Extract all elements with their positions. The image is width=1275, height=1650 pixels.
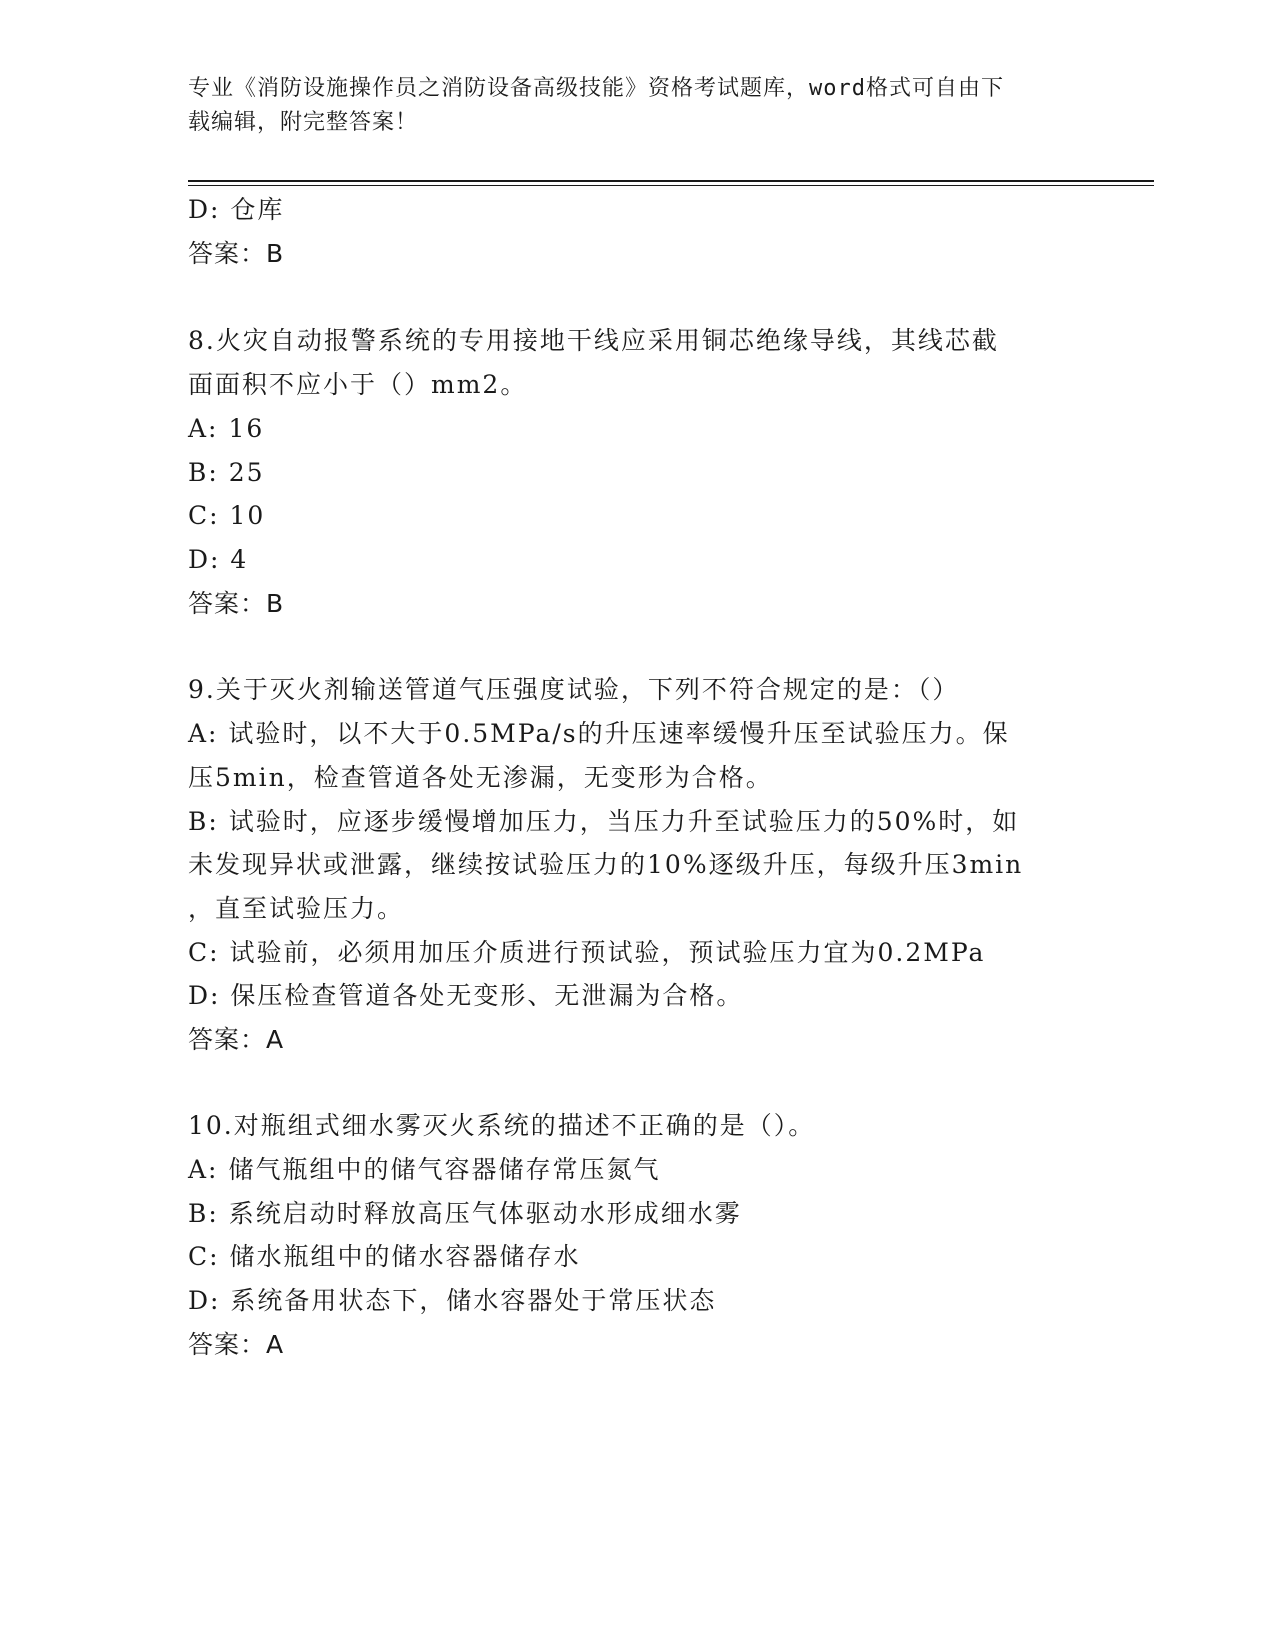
header-line-2: 载编辑，附完整答案！ <box>188 110 419 135</box>
prev-option-d <box>188 190 1088 230</box>
q9-option-d: D: 保压检查管道各处无变形、无泄漏为合格。 <box>188 981 744 1010</box>
option-label: B: <box>188 458 219 487</box>
q9-option-b-line-3: ，直至试验压力。 <box>188 894 405 923</box>
option-label: D: <box>188 195 221 224</box>
option-label: B: <box>188 1199 219 1228</box>
q8-option-d <box>188 540 1088 580</box>
q10-option-c <box>188 1237 1088 1277</box>
option-label: C: <box>188 1242 220 1271</box>
q8-option-a <box>188 409 1088 449</box>
option-label: A: <box>188 1155 219 1184</box>
q8-stem-line-1: 8.火灾自动报警系统的专用接地干线应采用铜芯绝缘导线，其线芯截 <box>188 326 999 355</box>
option-label: A: <box>188 414 219 443</box>
document-header <box>188 72 1088 140</box>
q9-option-c: C: 试验前，必须用加压介质进行预试验，预试验压力宜为0.2MPa <box>188 938 986 967</box>
prev-answer: 答案：B <box>188 239 285 268</box>
option-label: D: <box>188 545 221 574</box>
q10-option-b <box>188 1194 1088 1234</box>
q10-option-d <box>188 1281 1088 1321</box>
q8-option-c <box>188 496 1088 536</box>
option-text: 25 <box>228 458 265 487</box>
option-text: 系统启动时释放高压气体驱动水形成细水雾 <box>228 1199 742 1228</box>
q9-option-a-line-2: 压5min，检查管道各处无渗漏，无变形为合格。 <box>188 763 773 792</box>
option-text: 储水瓶组中的储水容器储存水 <box>229 1242 581 1271</box>
option-label: C: <box>188 501 220 530</box>
q10-answer: 答案：A <box>188 1330 285 1359</box>
q9-stem: 9.关于灭火剂输送管道气压强度试验，下列不符合规定的是：（） <box>188 675 960 704</box>
q8-answer: 答案：B <box>188 589 285 618</box>
q9-option-a-line-1: A: 试验时，以不大于0.5MPa/s的升压速率缓慢升压至试验压力。保 <box>188 719 1010 748</box>
header-line-1: 专业《消防设施操作员之消防设备高级技能》资格考试题库，word格式可自由下 <box>188 76 1004 101</box>
option-text: 10 <box>229 501 266 530</box>
header-rule-thin <box>188 185 1154 186</box>
header-rule-thick <box>188 180 1154 182</box>
q9-option-b-line-1: B: 试验时，应逐步缓慢增加压力，当压力升至试验压力的50%时，如 <box>188 807 1020 836</box>
option-text: 仓库 <box>230 195 285 224</box>
option-text: 系统备用状态下，储水容器处于常压状态 <box>230 1286 717 1315</box>
q10-stem: 10.对瓶组式细水雾灭火系统的描述不正确的是（）。 <box>188 1111 816 1140</box>
q9-option-b-line-2: 未发现异状或泄露，继续按试验压力的10%逐级升压，每级升压3min <box>188 850 1024 879</box>
q10-option-a <box>188 1150 1088 1190</box>
q8-option-b <box>188 453 1088 493</box>
q9-answer: 答案：A <box>188 1025 285 1054</box>
q8-stem-line-2: 面面积不应小于（）mm2。 <box>188 370 528 399</box>
option-label: D: <box>188 1286 221 1315</box>
option-text: 4 <box>230 545 249 574</box>
option-text: 16 <box>228 414 265 443</box>
option-text: 储气瓶组中的储气容器储存常压氮气 <box>228 1155 661 1184</box>
